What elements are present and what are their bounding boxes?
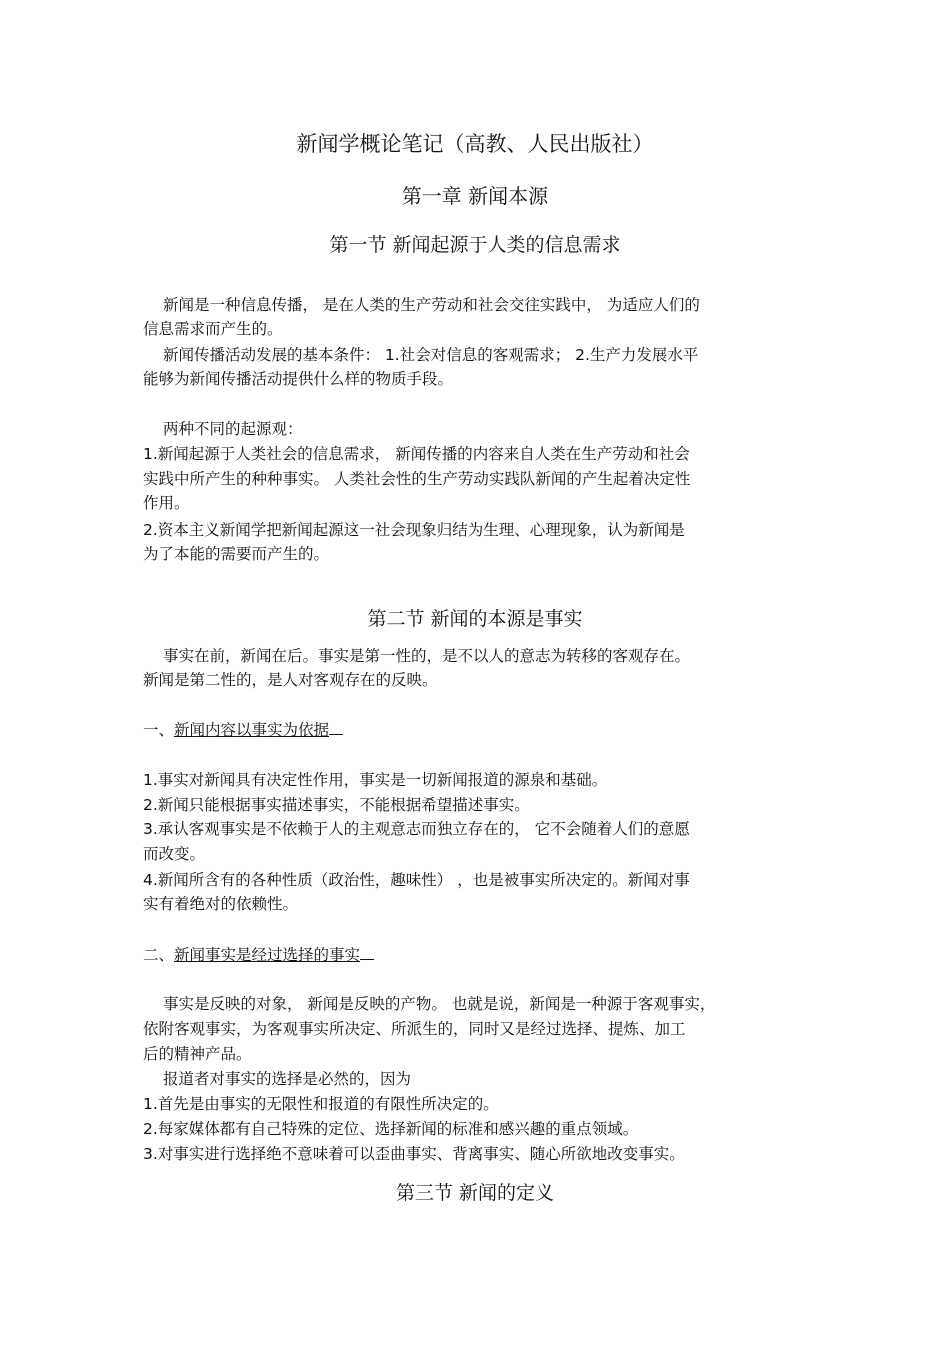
list-item: 4.新闻所含有的各种性质（政治性，趣味性） ，也是被事实所决定的。新闻对事 (143, 871, 690, 889)
paragraph-line: 信息需求而产生的。 (143, 320, 283, 338)
underline-pad (360, 943, 374, 960)
paragraph-line: 新闻是一种信息传播， 是在人类的生产劳动和社会交往实践中， 为适应人们的 (163, 296, 700, 314)
list-item: 3.承认客观事实是不依赖于人的主观意志而独立存在的， 它不会随着人们的意愿 (143, 820, 690, 838)
paragraph-line: 依附客观事实，为客观事实所决定、所派生的，同时又是经过选择、提炼、加工 (143, 1020, 686, 1038)
list-item: 1.事实对新闻具有决定性作用，事实是一切新闻报道的源泉和基础。 (143, 771, 608, 789)
paragraph-line: 新闻传播活动发展的基本条件： 1.社会对信息的客观需求； 2.生产力发展水平 (163, 346, 699, 364)
list-item: 1.新闻起源于人类社会的信息需求， 新闻传播的内容来自人类在生产劳动和社会 (143, 445, 690, 463)
paragraph-line: 后的精神产品。 (143, 1045, 252, 1063)
section-1-heading: 第一节 新闻起源于人类的信息需求 (329, 234, 621, 256)
paragraph-line: 新闻是第二性的，是人对客观存在的反映。 (143, 671, 438, 689)
list-item: 2.新闻只能根据事实描述事实，不能根据希望描述事实。 (143, 796, 530, 814)
subsection-prefix: 二、 (143, 946, 175, 964)
paragraph-line: 事实在前，新闻在后。事实是第一性的，是不以人的意志为转移的客观存在。 (163, 647, 691, 665)
list-item: 1.首先是由事实的无限性和报道的有限性所决定的。 (143, 1095, 499, 1113)
list-item: 实践中所产生的种种事实。 人类社会性的生产劳动实践队新闻的产生起着决定性 (143, 470, 691, 488)
section-2-heading: 第二节 新闻的本源是事实 (367, 608, 583, 630)
list-item: 2.资本主义新闻学把新闻起源这一社会现象归结为生理、心理现象，认为新闻是 (143, 521, 685, 539)
paragraph-line: 事实是反映的对象， 新闻是反映的产物。 也就是说，新闻是一种源于客观事实， (163, 995, 716, 1013)
list-item: 而改变。 (143, 845, 206, 863)
list-item: 实有着绝对的依赖性。 (143, 895, 299, 913)
document-title: 新闻学概论笔记（高教、人民出版社） (296, 132, 654, 156)
paragraph-line: 两种不同的起源观： (163, 420, 303, 438)
list-item: 2.每家媒体都有自己特殊的定位、选择新闻的标准和感兴趣的重点领域。 (143, 1120, 639, 1138)
subsection-2-heading (143, 943, 374, 966)
list-item: 3.对事实进行选择绝不意味着可以歪曲事实、背离事实、随心所欲地改变事实。 (143, 1145, 685, 1163)
paragraph-line: 能够为新闻传播活动提供什么样的物质手段。 (143, 370, 454, 388)
chapter-heading: 第一章 新闻本源 (401, 184, 549, 208)
list-item: 为了本能的需要而产生的。 (143, 545, 330, 563)
subsection-prefix: 一、 (143, 721, 175, 739)
subsection-title: 新闻内容以事实为依据 (174, 721, 330, 739)
section-3-heading: 第三节 新闻的定义 (395, 1182, 555, 1204)
underline-pad (329, 718, 343, 735)
paragraph-line: 报道者对事实的选择是必然的，因为 (163, 1070, 412, 1088)
subsection-title: 新闻事实是经过选择的事实 (174, 946, 361, 964)
subsection-1-heading (143, 718, 343, 741)
list-item: 作用。 (143, 494, 190, 512)
